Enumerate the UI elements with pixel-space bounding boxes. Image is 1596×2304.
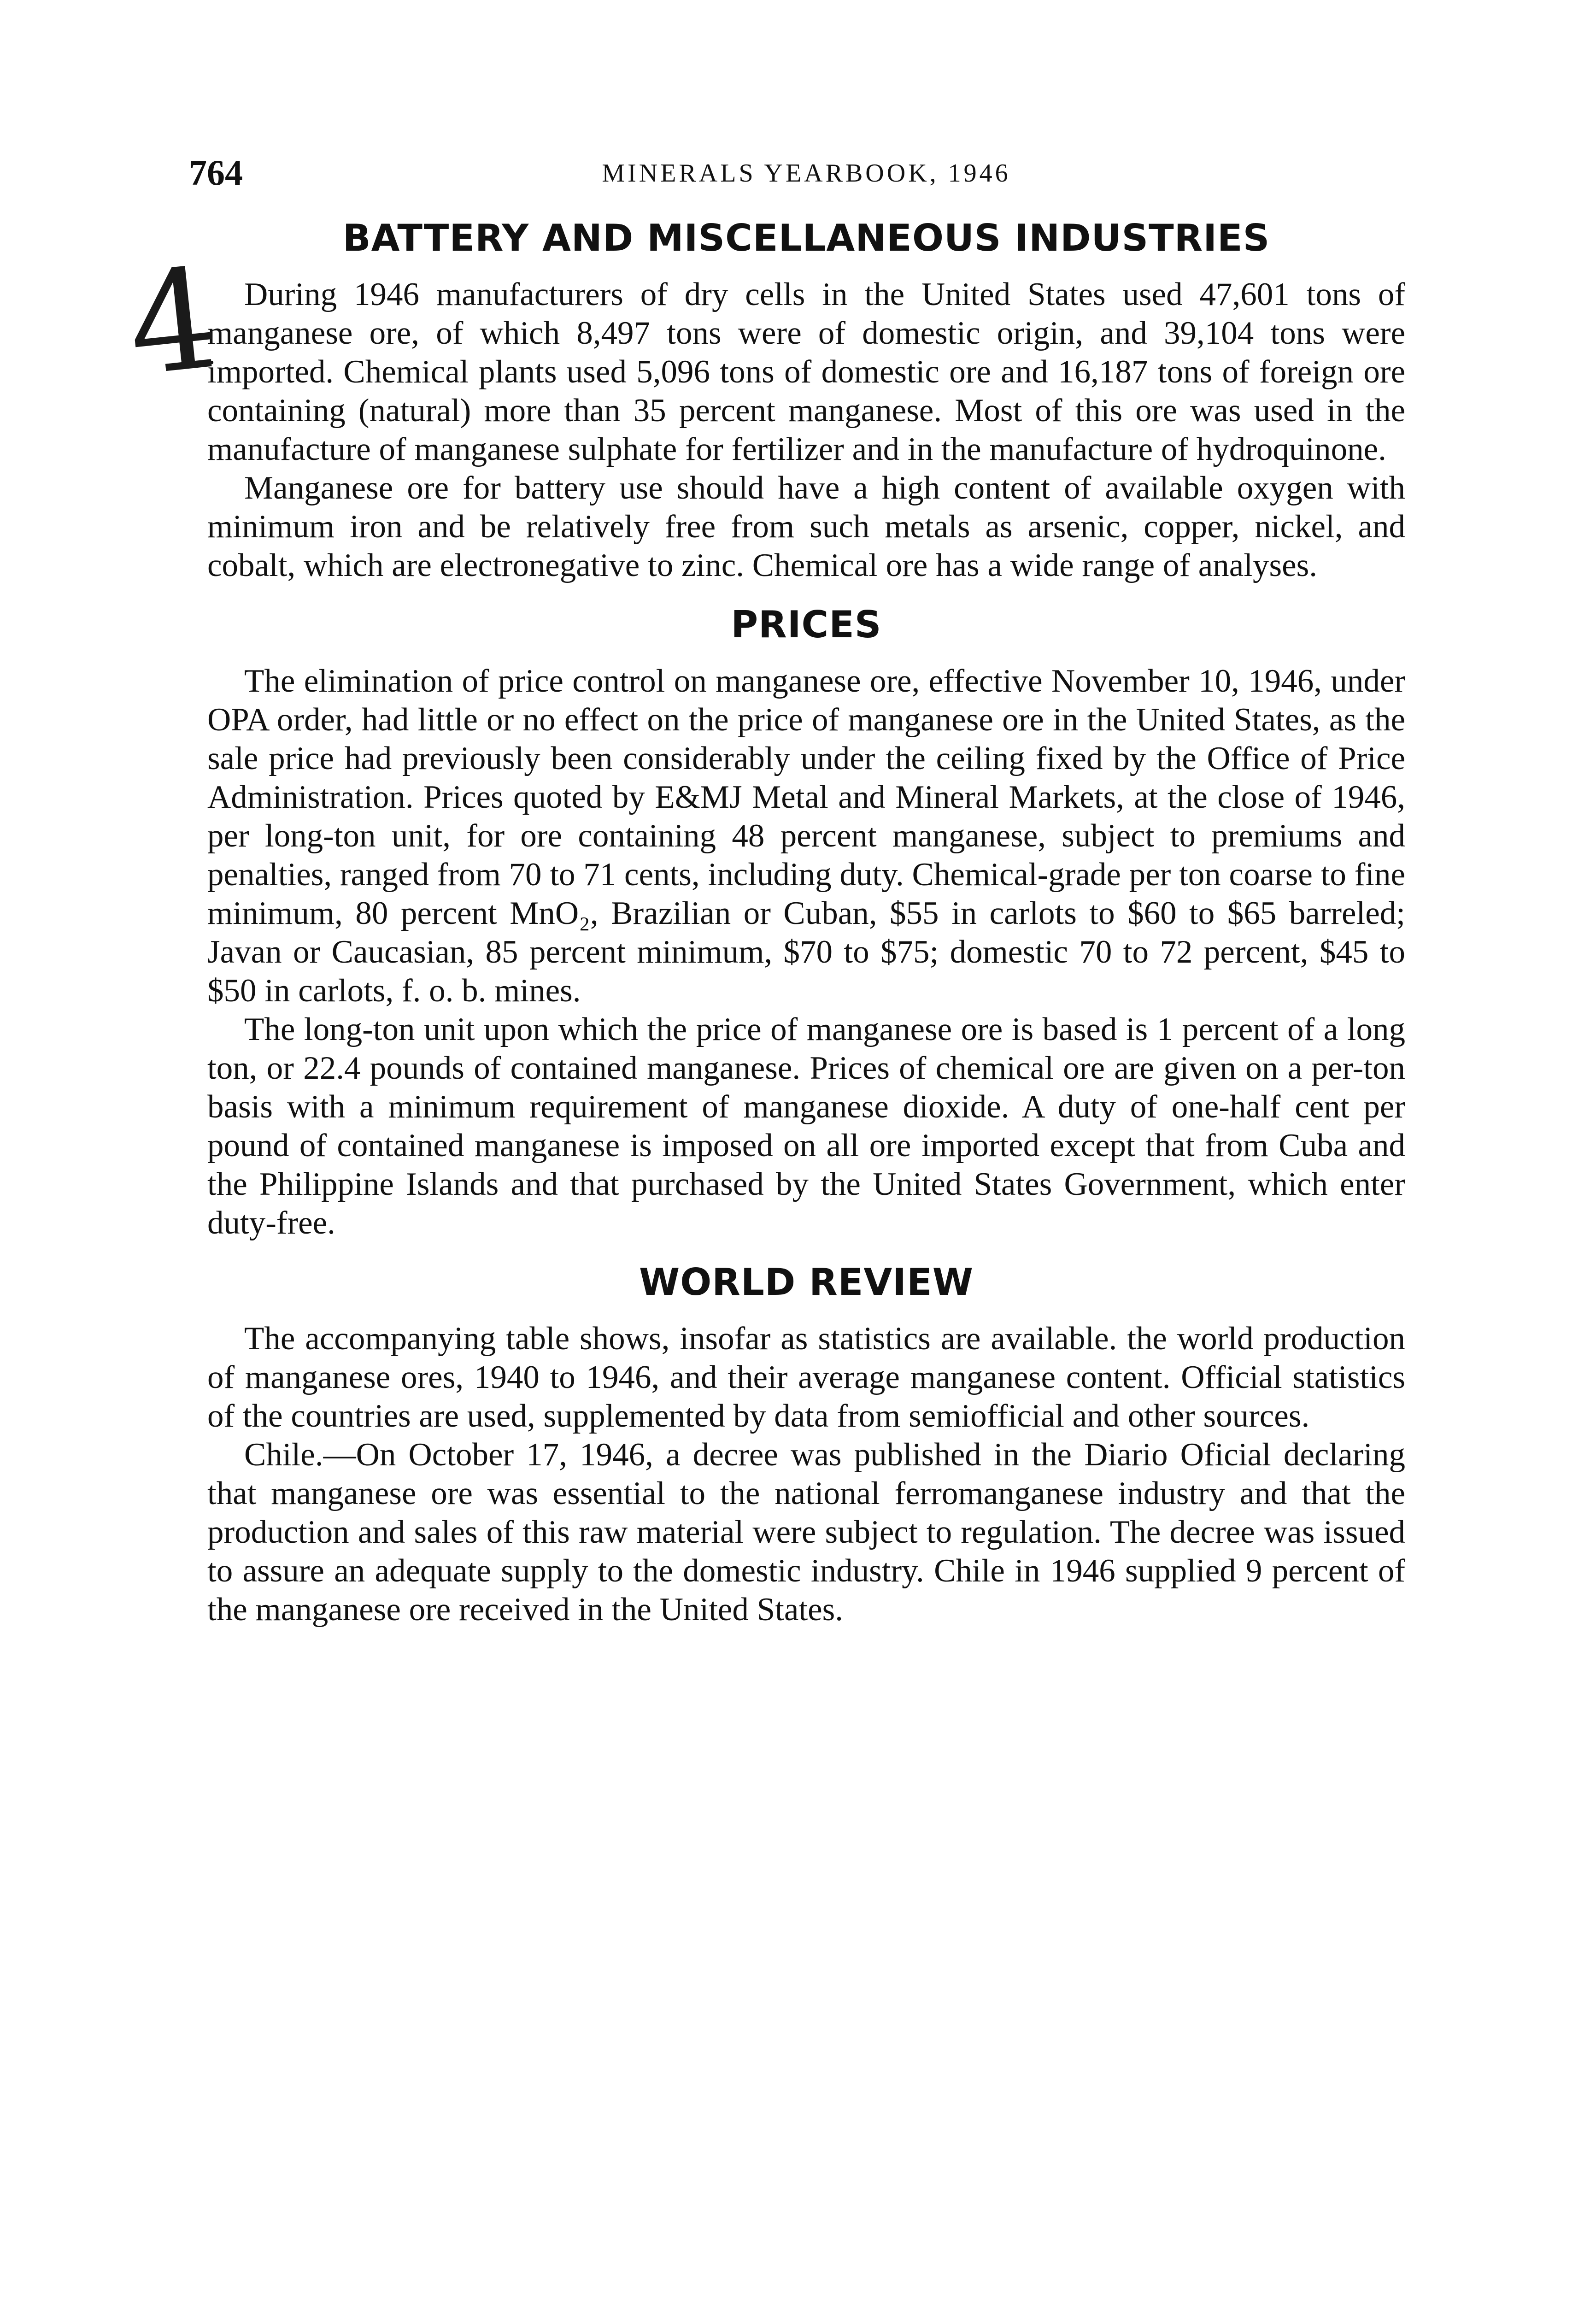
section-heading-prices: PRICES — [731, 603, 882, 646]
section-prices — [207, 603, 1405, 1242]
section-world-review — [207, 1261, 1405, 1629]
running-head — [189, 152, 1405, 203]
paragraph: Manganese ore for battery use should have a high content of available oxygen with minimum iron and be relatively free from such metals as arsenic, copper, nickel, and cobalt, which are electronegative to zinc. Chemical ore has a wide range of analyses. — [207, 470, 1405, 583]
paragraph: The accompanying table shows, insofar as statistics are available. the world production of manganese ores, 1940 to 1946, and their average manganese content. Official statistics of the countries are used, supplemented by data from semiofficial and other sources. — [207, 1321, 1405, 1434]
paragraph: The long-ton unit upon which the price of manganese ore is based is 1 percent of a long ton, or 22.4 pounds of contained manganese. Prices of chemical ore are given on a per-ton basis with a minimum requirement of manganese dioxide. A duty of one-half cent per pound of contained manganese is imposed on all ore imported except that from Cuba and the Philippine Islands and that purchased by the United States Government, which enter duty-free. — [207, 1011, 1405, 1241]
section-heading-battery: BATTERY AND MISCELLANEOUS INDUSTRIES — [342, 217, 1270, 259]
page — [121, 152, 1405, 1629]
paragraph: During 1946 manufacturers of dry cells in the United States used 47,601 tons of manganese ore, of which 8,497 tons were of domestic origin, and 39,104 tons were imported. Chemical plants used 5,096 tons of domestic ore and 16,187 tons of foreign ore containing (natural) more than 35 percent manganese. Most of this ore was used in the manufacture of manganese sulphate for fertilizer and in the manufacture of hydroquinone. — [207, 276, 1405, 467]
section-battery — [207, 217, 1405, 585]
handwritten-margin-mark: 4 — [121, 237, 225, 407]
paragraph: Chile.—On October 17, 1946, a decree was published in the Diario Oficial declaring that manganese ore was essential to the national ferromanganese industry and that the production and sales of this raw material were subject to regulation. The decree was issued to assure an adequate supply to the domestic industry. Chile in 1946 supplied 9 percent of the manganese ore received in the United States. — [207, 1437, 1405, 1628]
running-title: MINERALS YEARBOOK, 1946 — [602, 159, 1011, 188]
paragraph: The elimination of price control on manganese ore, effective November 10, 1946, under OPA order, had little or no effect on the price of manganese ore in the United States, as the sale price had previously been considerably under the ceiling fixed by the Office of Price Administration. Prices quoted by E&MJ Metal and Mineral Markets, at the close of 1946, per long-ton unit, for ore containing 48 percent manganese, subject to premiums and penalties, ranged from 70 to 71 cents, including duty. Chemical-grade per ton coarse to fine minimum, 80 percent MnO₂, Brazilian or Cuban, $55 in carlots to $60 to $65 barreled; Javan or Caucasian, 85 percent minimum, $70 to $75; domestic 70 to 72 percent, $45 to $50 in carlots, f. o. b. mines. — [207, 663, 1405, 1009]
section-heading-world-review: WORLD REVIEW — [639, 1261, 974, 1304]
page-number: 764 — [189, 153, 243, 193]
